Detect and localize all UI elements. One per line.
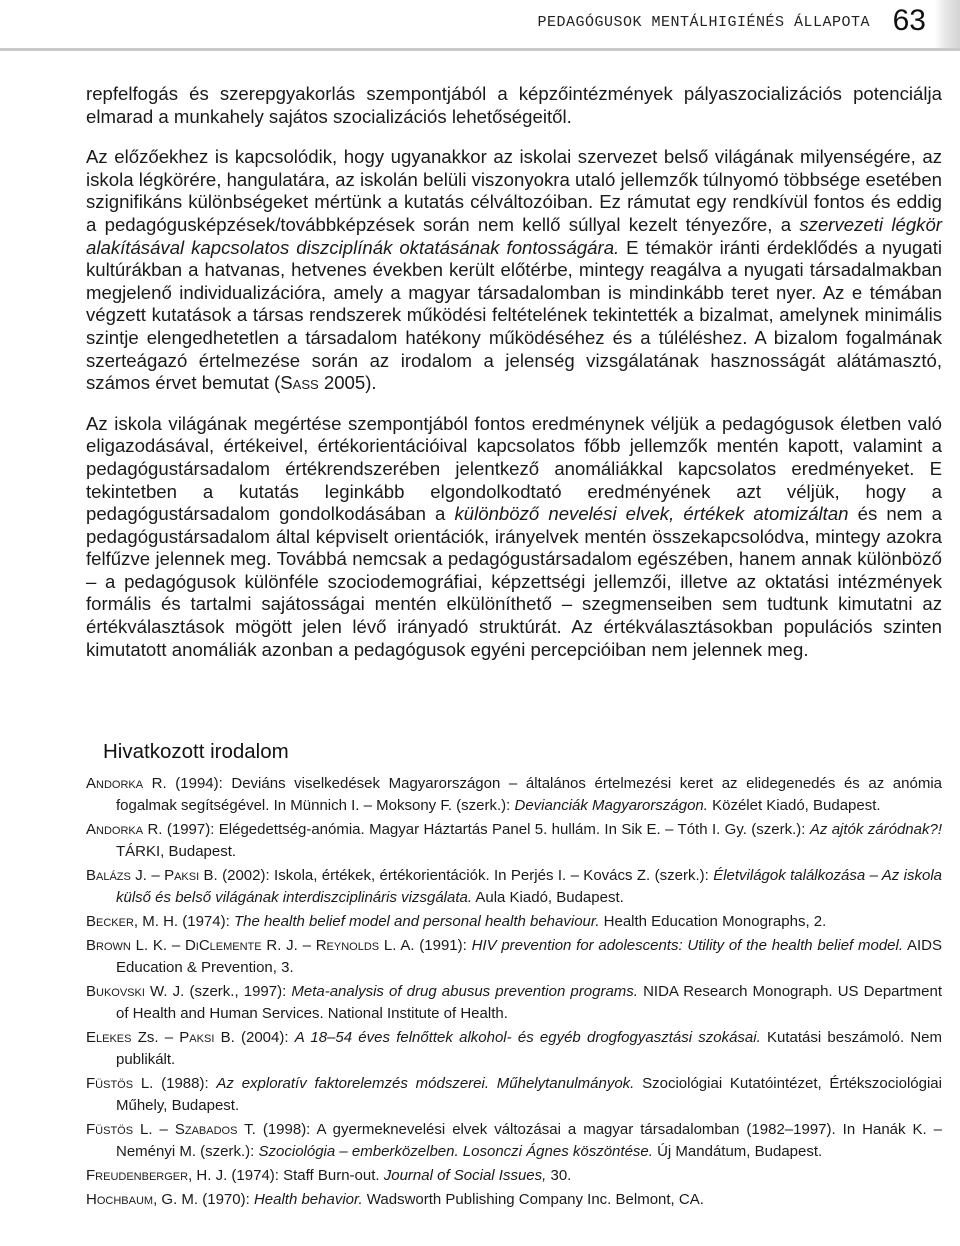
reference-author-rest: L. A. <box>379 937 415 954</box>
reference-details: (1997): Elégedettség-anómia. Magyar Háztartás Panel 5. hullám. In Sik E. – Tóth I. Gy. (szerk.): <box>162 821 810 838</box>
reference-title: A 18–54 éves felnőttek alkohol- és egyéb drogfogyasztási szokásai. <box>294 1029 761 1046</box>
reference-author: Füstös <box>86 1075 134 1092</box>
reference-details: (1998): A gyermeknevelési elvek változásai a magyar társadalomban (1982–1997). In Hanák K. – Neményi M. (szerk.): <box>116 1121 942 1160</box>
reference-item <box>86 981 942 1025</box>
reference-publisher: Health Education Monographs, 2. <box>599 913 827 930</box>
reference-author-rest: T. <box>237 1121 256 1138</box>
reference-publisher: Wadsworth Publishing Company Inc. Belmont, CA. <box>362 1191 704 1208</box>
reference-author-rest: W. J. <box>144 983 185 1000</box>
reference-publisher: Közélet Kiadó, Budapest. <box>707 797 881 814</box>
reference-title: Journal of Social Issues, <box>383 1167 547 1184</box>
reference-item <box>86 935 942 979</box>
reference-author: Elekes <box>86 1029 132 1046</box>
reference-author-rest: , G. M. <box>153 1191 199 1208</box>
reference-author-rest: Zs. – <box>131 1029 180 1046</box>
reference-author-rest: L. K. – <box>130 937 185 954</box>
reference-author: Paksi <box>164 867 200 884</box>
reference-publisher: Szociológiai Kutatóintézet, Értékszociológiai Műhely, Budapest. <box>116 1075 942 1114</box>
reference-author-rest: , M. H. <box>133 913 179 930</box>
reference-item <box>86 1073 942 1117</box>
paragraph-2-text-a: Az előzőekhez is kapcsolódik, hogy ugyanakkor az iskolai szervezet belső világának milyenségére, az iskola légkörére, hangulatára, az iskolán belüli viszonyokra utaló jellemzők túlnyomó többsége esetében szignifikáns különbségeket mértünk a kutatás célváltozóiban. Ez rámutat egy rendkívül fontos és eddig a pedagógusképzések/továbbképzések során nem kellő súllyal kezelt tényezőre, a <box>86 146 942 235</box>
paragraph-1 <box>86 83 942 128</box>
reference-publisher: AIDS Education & Prevention, 3. <box>116 937 942 976</box>
reference-author: Andorka <box>86 775 144 792</box>
reference-title: Az ajtók záródnak?! <box>809 821 942 838</box>
paragraph-3-emphasis: különböző nevelési elvek, értékek atomizáltan <box>454 503 849 525</box>
reference-publisher: Aula Kiadó, Budapest. <box>472 889 624 906</box>
reference-title: Életvilágok találkozása – Az iskola külső és belső világának interdiszciplináris vizsgálata. <box>116 867 943 906</box>
running-title: PEDAGÓGUSOK MENTÁLHIGIÉNÉS ÁLLAPOTA <box>537 14 870 31</box>
reference-author: Paksi <box>179 1029 215 1046</box>
reference-details: (1994): Deviáns viselkedések Magyarországon – általános értelmezési keret az elidegenedés és az anómia fogalmak segítségével. In Münnich I. – Moksony F. (szerk.): <box>116 775 943 814</box>
reference-author-rest: J. – <box>130 867 165 884</box>
reference-details: (1988): <box>153 1075 217 1092</box>
reference-item <box>86 1119 942 1163</box>
reference-details: (1974): <box>178 913 234 930</box>
reference-publisher: Új Mandátum, Budapest. <box>652 1143 823 1160</box>
paragraph-2-citation: Sass <box>280 372 319 394</box>
reference-author: Bukovski <box>86 983 145 1000</box>
paragraph-2-text-c: 2005). <box>318 372 377 394</box>
reference-author-rest: L. <box>133 1075 154 1092</box>
reference-author: Brown <box>86 937 131 954</box>
reference-details: (2004): <box>234 1029 295 1046</box>
reference-details: (szerk., 1997): <box>184 983 292 1000</box>
paragraph-2 <box>86 146 942 395</box>
paragraph-3-text-a: Az iskola világának megértése szempontjából fontos eredménynek véljük a pedagógusok életben való eligazodásával, értékeivel, értékorientációival kapcsolatos főbb jellemzők mentén kapott, valamint a pedagógustársadalom értékrendszerében jelentkező anomáliákkal kapcsolatos eredményeket. E tekintetben a kutatás leginkább elgondolkodtató eredményének azt véljük, hogy a pedagógustársadalom gondolkodásában a <box>86 412 942 525</box>
page-header <box>0 0 960 50</box>
reference-details: (1991): <box>414 937 472 954</box>
reference-publisher: 30. <box>546 1167 572 1184</box>
paragraph-2-text-b: E témakör iránti érdeklődés a nyugati kultúrákban a hatvanas, hetvenes években került előtérbe, mintegy reagálva a nyugati társadalmakban megjelenő individualizációra, amely a magyar társadalomban is mindinkább teret nyer. Az e témában végzett kutatások a társas rendszerek működési feltételének tekintették a bizalmat, amelynek minimális szintje elengedhetetlen a társadalom hatékony működéséhez és a túléléshez. A bizalom fogalmának szerteágazó értelmezése során az irodalom a jelenség vizsgálatának hasznosságát alátámasztó, számos érvet bemutat ( <box>86 236 942 394</box>
reference-item <box>86 1165 942 1187</box>
reference-author: Hochbaum <box>86 1191 154 1208</box>
reference-publisher: TÁRKI, Budapest. <box>116 843 237 860</box>
reference-author: Andorka <box>86 821 144 838</box>
reference-title: Szociológia – emberközelben. Losonczi Ágnes köszöntése. <box>258 1143 653 1160</box>
reference-author: Becker <box>86 913 134 930</box>
reference-item <box>86 865 942 909</box>
paragraph-1-text: repfelfogás és szerepgyakorlás szempontjából a képzőintézmények pályaszocializációs potenciálja elmarad a munkahely sajátos szocializációs lehetőségeitől. <box>86 83 942 127</box>
reference-author-rest: B. <box>214 1029 235 1046</box>
references-heading: Hivatkozott irodalom <box>103 740 289 763</box>
header-rule <box>0 48 960 51</box>
paragraph-2-emphasis: szervezeti légkör alakításával kapcsolatos diszciplínák oktatásának fontosságára. <box>86 213 942 258</box>
reference-author: Reynolds <box>315 937 380 954</box>
reference-details: (1970): <box>198 1191 254 1208</box>
reference-item <box>86 819 942 863</box>
paragraph-3-text-b: és nem a pedagógustársadalom által képviselt orientációk, irányelvek mentén összekapcsolódva, mintegy azokra felfűzve jelennek meg. Továbbá nemcsak a pedagógustársadalom egészében, hanem annak különböző – a pedagógusok különféle szociodemográfiai, képzettségi jellemzői, illetve az oktatási intézmények formális és tartalmi sajátosságai mentén elkülöníthető – szegmenseiben sem tudtunk kimutatni az értékválasztások mögött jelen lévő irányadó struktúrát. Az értékválasztásokban populációs szinten kimutatott anomáliák azonban a pedagógusok egyéni percepcióiban nem jelennek meg. <box>86 503 942 660</box>
reference-author: Balázs <box>86 867 131 884</box>
reference-author: Szabados <box>174 1121 238 1138</box>
paragraph-3 <box>86 413 942 662</box>
reference-item <box>86 911 942 933</box>
body-text <box>86 83 942 682</box>
reference-author-rest: L. – <box>133 1121 175 1138</box>
reference-title: Meta-analysis of drug abusus prevention programs. <box>291 983 638 1000</box>
reference-author-rest: B. <box>199 867 218 884</box>
reference-author-rest: , H. J. <box>188 1167 228 1184</box>
reference-author-rest: R. <box>143 775 167 792</box>
reference-details: (2002): Iskola, értékek, értékorientációk. In Perjés I. – Kovács Z. (szerk.): <box>217 867 714 884</box>
reference-title: Az exploratív faktorelemzés módszerei. Műhelytanulmányok. <box>216 1075 635 1092</box>
reference-title: HIV prevention for adolescents: Utility of the health belief model. <box>471 937 904 954</box>
reference-item <box>86 773 942 817</box>
reference-details: (1974): Staff Burn-out. <box>227 1167 384 1184</box>
reference-title: The health belief model and personal health behaviour. <box>233 913 600 930</box>
reference-list <box>86 773 942 1213</box>
header-edge-shade <box>934 0 960 50</box>
reference-author: Freudenberger <box>86 1167 189 1184</box>
reference-title: Health behavior. <box>253 1191 363 1208</box>
reference-author-rest: R. J. – <box>261 937 316 954</box>
reference-author-rest: R. <box>143 821 163 838</box>
reference-item <box>86 1189 942 1211</box>
page-number: 63 <box>892 4 926 37</box>
reference-item <box>86 1027 942 1071</box>
reference-publisher: NIDA Research Monograph. US Department of Health and Human Services. National Institute of Health. <box>116 983 943 1022</box>
reference-author: DiClemente <box>184 937 262 954</box>
reference-publisher: Kutatási beszámoló. Nem publikált. <box>116 1029 942 1068</box>
reference-author: Füstös <box>86 1121 134 1138</box>
reference-title: Devianciák Magyarországon. <box>514 797 708 814</box>
